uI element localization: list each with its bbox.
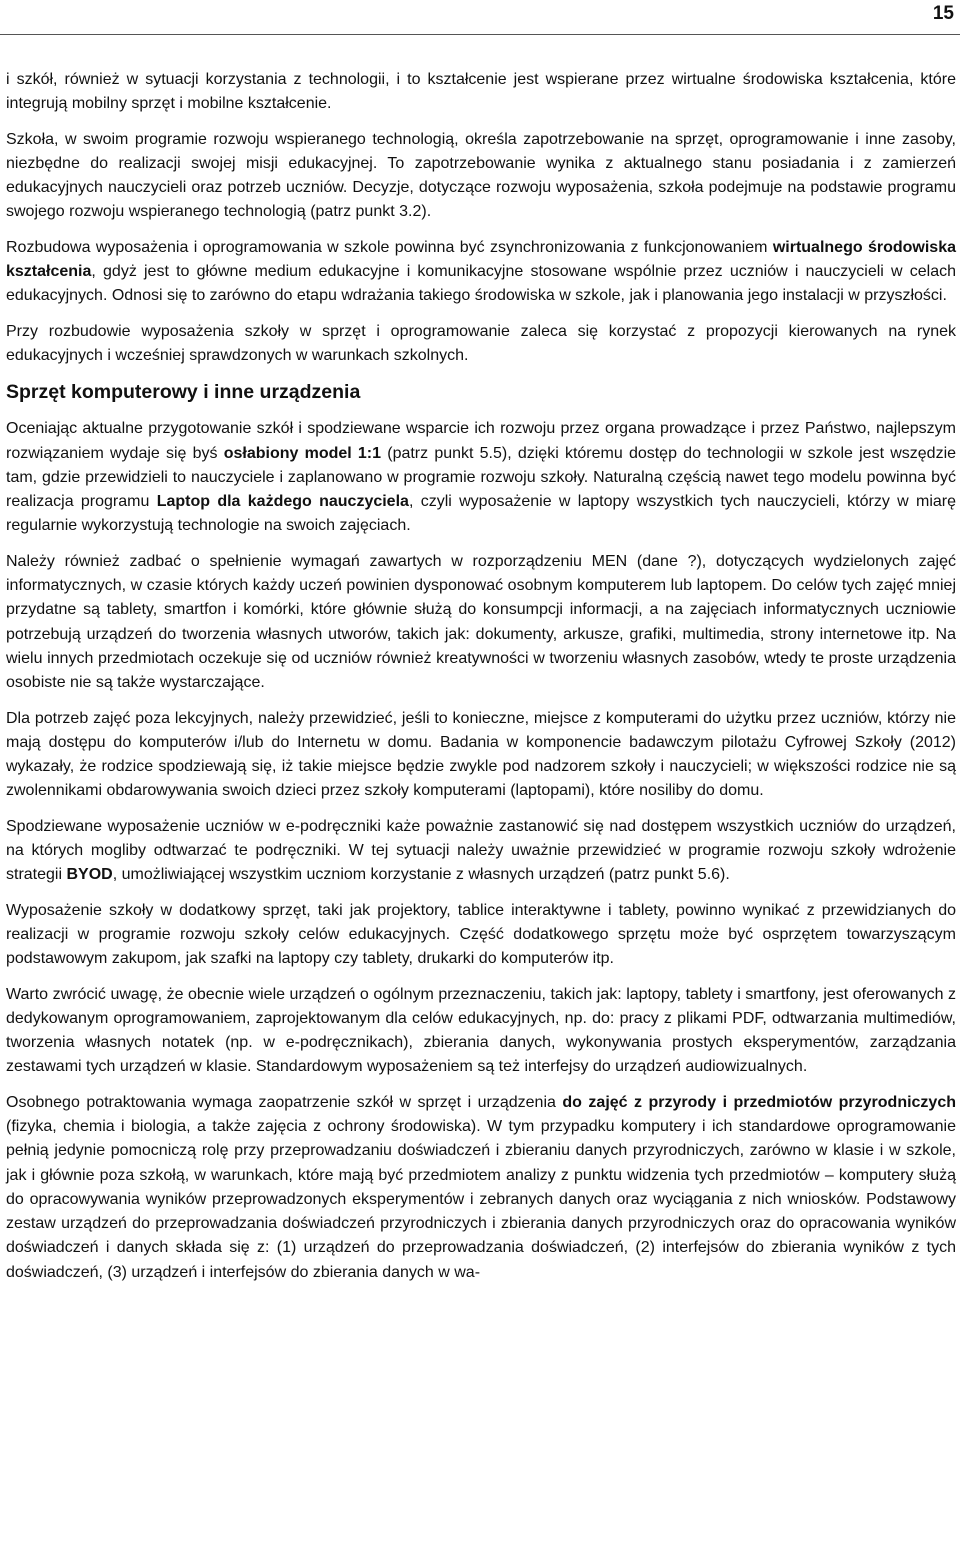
paragraph-6: Należy również zadbać o spełnienie wymagań zawartych w rozporządzeniu MEN (dane ?), dotyczących wydzielonych zajęć informatycznych, w czasie których każdy uczeń powinien dysponować osobnym komputerem lub laptopem. Do celów tych zajęć mniej przydatne są tablety, smartfon i komórki, które głównie służą do konsumpcji informacji, a na zajęciach informatycznych uczniowie potrzebują urządzeń do tworzenia własnych utworów, takich jak: dokumenty, arkusze, grafiki, multimedia, strony internetowe itp. Na wielu innych przedmiotach oczekuje się od uczniów również kreatywności w tworzeniu własnych zasobów, wtedy te proste urządzenia osobiste nie są także wystarczające. [6, 552, 956, 692]
paragraph-9: Wyposażenie szkoły w dodatkowy sprzęt, taki jak projektory, tablice interaktywne i tablety, powinno wynikać z przewidzianych do realizacji w programie rozwoju szkoły celów edukacyjnych. Część dodatkowego sprzętu może być osprzętem towarzyszącym podstawowym zakupom, jak szafki na laptopy czy tablety, drukarki do komputerów itp. [6, 901, 956, 968]
paragraph-1: i szkół, również w sytuacji korzystania z technologii, i to kształcenie jest wspierane przez wirtualne środowiska kształcenia, które integrują mobilny sprzęt i mobilne kształcenie. [6, 71, 956, 113]
paragraph-2: Szkoła, w swoim programie rozwoju wspieranego technologią, określa zapotrzebowanie na sprzęt, oprogramowanie i inne zasoby, niezbędne do realizacji swojej misji edukacyjnej. To zapotrzebowanie wynika z aktualnego stanu posiadania i z zamierzeń edukacyjnych nauczycieli oraz potrzeb uczniów. Decyzje, dotyczące rozwoju wyposażenia, szkoła podejmuje na podstawie programu swojego rozwoju wspieranego technologią (patrz punkt 3.2). [6, 130, 956, 221]
paragraph-7: Dla potrzeb zajęć poza lekcyjnych, należy przewidzieć, jeśli to konieczne, miejsce z komputerami do użytku przez uczniów, którzy nie mają dostępu do komputerów i/lub do Internetu w domu. Badania w komponencie badawczym pilotażu Cyfrowej Szkoły (2012) wykazały, że rodzice spodziewają się, iż takie miejsce będzie zwykle pod nadzorem szkoły i nauczycieli; w większości rodzice nie są zwolennikami obdarowywania swoich dzieci przez szkoły komputerami (laptopami), które nosiliby do domu. [6, 709, 956, 800]
paragraph-8-bold-byod: BYOD [66, 866, 113, 884]
paragraph-5-bold-model: osłabiony model 1:1 [223, 444, 382, 462]
paragraph-5-bold-laptop-program: Laptop dla każdego nauczyciela [156, 493, 409, 511]
paragraph-5-text-c: (patrz punkt 5.5), dzięki któremu dostęp do technologii w szkole jest wszędzie tam, gdzie przewidzieli to nauczyciele i zaplanowano w programie rozwoju szkoły. Naturalną częścią nawet tego modelu powinna być realizacja programu [6, 444, 957, 511]
paragraph-3 [6, 236, 956, 309]
paragraph-8 [6, 815, 956, 888]
document-body [6, 68, 956, 1296]
paragraph-10: Warto zwrócić uwagę, że obecnie wiele urządzeń o ogólnym przeznaczeniu, takich jak: laptopy, tablety i smartfony, jest oferowanych z dedykowanym oprogramowaniem, zaprojektowanym dla celów edukacyjnych, np. do: pracy z plikami PDF, odtwarzania multimediów, tworzenia własnych notatek (np. w e-podręcznikach), zbierania danych, wykonywania prostych eksperymentów, zarządzania zestawami tych urządzeń w klasie. Standardowym wyposażeniem są też interfejsy do urządzeń audiowizualnych. [6, 985, 956, 1076]
paragraph-3-bold-virtual-environment: wirtualnego środowiska kształcenia [6, 238, 956, 281]
header-rule [0, 34, 960, 35]
paragraph-8-text-c: , umożliwiającej wszystkim uczniom korzystanie z własnych urządzeń (patrz punkt 5.6). [112, 866, 730, 884]
paragraph-3-text-c: , gdyż jest to główne medium edukacyjne i komunikacyjne stosowane wspólnie przez uczniów i nauczycieli w celach edukacyjnych. Odnosi się to zarówno do etapu wdrażania takiego środowiska w szkole, jak i planowania jego instalacji w przyszłości. [6, 263, 956, 305]
paragraph-11 [6, 1091, 956, 1285]
paragraph-3-text-a: Rozbudowa wyposażenia i oprogramowania w szkole powinna być zsynchronizowania z funkcjonowaniem [6, 238, 773, 256]
paragraph-8-text-a: Spodziewane wyposażenie uczniów w e-podręczniki każe poważnie zastanowić się nad dostępem wszystkich uczniów do urządzeń, na których mogliby odtwarzać te podręczniki. W tej sytuacji należy uważnie przewidzieć w programie rozwoju szkoły wdrożenie strategii [6, 817, 956, 884]
paragraph-4: Przy rozbudowie wyposażenia szkoły w sprzęt i oprogramowanie zaleca się korzystać z propozycji kierowanych na rynek edukacyjnych i wcześniej sprawdzonych w warunkach szkolnych. [6, 322, 956, 364]
paragraph-11-text-c: (fizyka, chemia i biologia, a także zajęcia z ochrony środowiska). W tym przypadku komputery i ich standardowe oprogramowanie pełnią jedynie pomocniczą rolę przy przeprowadzaniu doświadczeń i zbieraniu danych przyrodniczych, zarówno w klasie i w szkole, jak i głównie poza szkołą, w warunkach, które mają być przedmiotem analizy z punktu widzenia tych przedmiotów – komputery służą do opracowywania wyników przeprowadzonych eksperymentów i zebranych danych oraz wyciągania z nich wniosków. Podstawowy zestaw urządzeń do przeprowadzania doświadczeń przyrodniczych i zbierania danych przyrodniczych oraz do opracowania wyników doświadczeń i danych składa się z: (1) urządzeń do przeprowadzania doświadczeń, (2) interfejsów do zbierania wyników z tych doświadczeń, (3) urządzeń i interfejsów do zbierania danych w wa- [6, 1117, 956, 1281]
paragraph-5 [6, 417, 956, 538]
page-number: 15 [932, 3, 954, 24]
paragraph-11-text-a: Osobnego potraktowania wymaga zaopatrzenie szkół w sprzęt i urządzenia [6, 1093, 563, 1111]
paragraph-11-bold-science-subjects: do zajęć z przyrody i przedmiotów przyrodniczych [562, 1093, 957, 1111]
paragraph-5-text-a: Oceniając aktualne przygotowanie szkół i spodziewane wsparcie ich rozwoju przez organa prowadzące i przez Państwo, najlepszym rozwiązaniem wydaje się byś [6, 420, 956, 462]
section-heading: Sprzęt komputerowy i inne urządzenia [6, 381, 361, 404]
paragraph-5-text-d: , czyli wyposażenie w laptopy wszystkich tych nauczycieli, którzy w miarę regularnie wykorzystują technologie na swoich zajęciach. [6, 493, 957, 535]
